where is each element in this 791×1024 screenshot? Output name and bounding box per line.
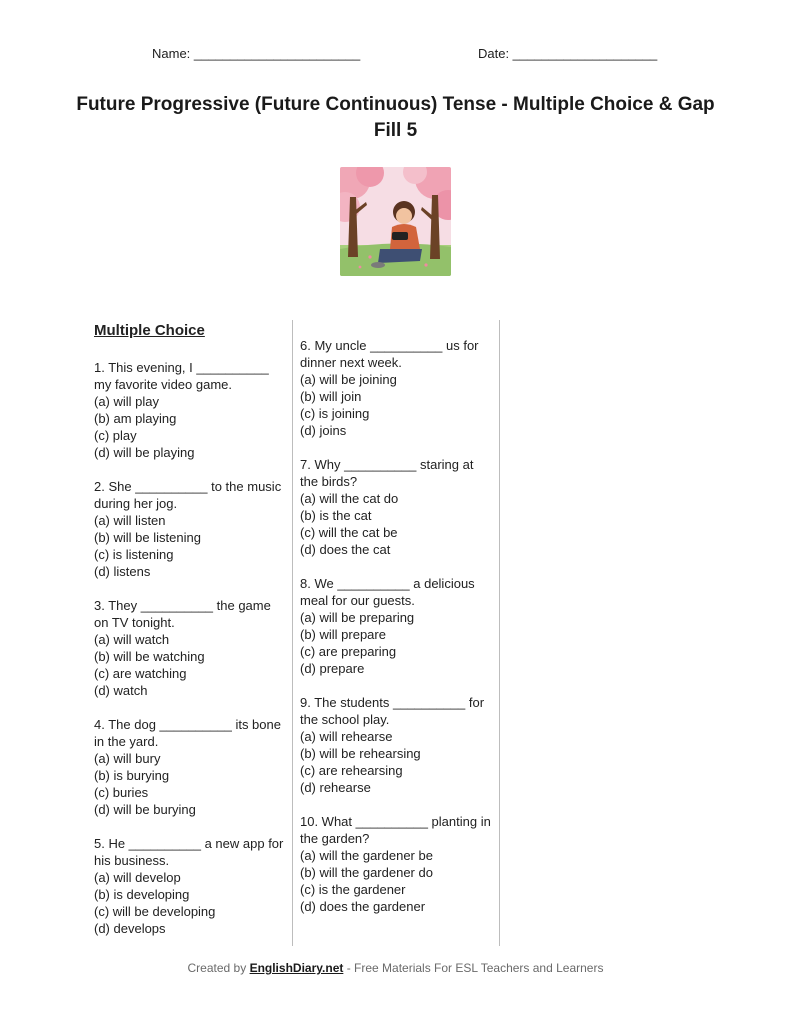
answer-option[interactable]: (d) prepare (300, 661, 365, 676)
question-prompt: 2. She __________ to the music during her jog. (94, 479, 282, 511)
question-item (300, 813, 495, 915)
question-prompt: 3. They __________ the game on TV tonight. (94, 598, 271, 630)
worksheet-title: Future Progressive (Future Continuous) Tense - Multiple Choice & Gap Fill 5 (76, 94, 715, 141)
column-divider (499, 320, 500, 946)
answer-option[interactable]: (c) are preparing (300, 644, 397, 659)
answer-option[interactable]: (b) will join (300, 389, 362, 404)
footer-prefix: Created by (187, 961, 250, 975)
question-item (94, 478, 284, 580)
answer-option[interactable]: (d) joins (300, 423, 347, 438)
answer-option[interactable]: (c) are watching (94, 666, 187, 681)
name-field[interactable]: Name: _______________________ (152, 46, 361, 61)
answer-option[interactable]: (c) will the cat be (300, 525, 398, 540)
question-prompt: 5. He __________ a new app for his business. (94, 836, 284, 868)
answer-option[interactable]: (d) develops (94, 921, 166, 936)
answer-option[interactable]: (b) will be rehearsing (300, 746, 421, 761)
question-item (300, 456, 495, 558)
question-item (94, 597, 284, 699)
answer-option[interactable]: (b) am playing (94, 411, 177, 426)
date-field[interactable]: Date: ____________________ (478, 46, 658, 61)
answer-option[interactable]: (c) is listening (94, 547, 174, 562)
answer-option[interactable]: (b) will the gardener do (300, 865, 433, 880)
answer-option[interactable]: (a) will develop (94, 870, 181, 885)
answer-option[interactable]: (c) is the gardener (300, 882, 406, 897)
answer-option[interactable]: (c) play (94, 428, 137, 443)
answer-option[interactable]: (c) are rehearsing (300, 763, 403, 778)
answer-option[interactable]: (a) will bury (94, 751, 161, 766)
answer-option[interactable]: (a) will the gardener be (300, 848, 433, 863)
footer-link[interactable]: EnglishDiary.net (249, 961, 344, 975)
questions-column-left (94, 322, 284, 954)
section-heading: Multiple Choice (94, 322, 205, 339)
question-prompt: 9. The students __________ for the school play. (300, 695, 485, 727)
question-item (94, 359, 284, 461)
footer-suffix: - Free Materials For ESL Teachers and Learners (343, 961, 604, 975)
answer-option[interactable]: (b) is the cat (300, 508, 372, 523)
answer-option[interactable]: (a) will be preparing (300, 610, 415, 625)
boy-playing-game-illustration (340, 167, 451, 276)
answer-option[interactable]: (c) buries (94, 785, 149, 800)
answer-option[interactable]: (a) will watch (94, 632, 170, 647)
answer-option[interactable]: (d) will be burying (94, 802, 196, 817)
answer-option[interactable]: (d) does the gardener (300, 899, 426, 914)
answer-option[interactable]: (d) does the cat (300, 542, 391, 557)
answer-option[interactable]: (a) will rehearse (300, 729, 393, 744)
question-item (300, 575, 495, 677)
answer-option[interactable]: (d) listens (94, 564, 151, 579)
footer (0, 961, 791, 975)
answer-option[interactable]: (a) will the cat do (300, 491, 399, 506)
answer-option[interactable]: (a) will be joining (300, 372, 397, 387)
answer-option[interactable]: (b) is burying (94, 768, 170, 783)
answer-option[interactable]: (b) will prepare (300, 627, 386, 642)
answer-option[interactable]: (b) will be watching (94, 649, 205, 664)
questions-column-right (300, 337, 495, 932)
question-prompt: 10. What __________ planting in the garden? (300, 814, 491, 846)
question-item (300, 337, 495, 439)
question-prompt: 4. The dog __________ its bone in the yard. (94, 717, 281, 749)
answer-option[interactable]: (c) will be developing (94, 904, 216, 919)
answer-option[interactable]: (a) will listen (94, 513, 166, 528)
answer-option[interactable]: (b) will be listening (94, 530, 201, 545)
answer-option[interactable]: (a) will play (94, 394, 160, 409)
question-prompt: 6. My uncle __________ us for dinner next week. (300, 338, 479, 370)
answer-option[interactable]: (b) is developing (94, 887, 190, 902)
header (0, 46, 791, 66)
question-prompt: 1. This evening, I __________ my favorite video game. (94, 360, 269, 392)
question-item (94, 716, 284, 818)
question-item (300, 694, 495, 796)
answer-option[interactable]: (d) rehearse (300, 780, 371, 795)
column-divider (292, 320, 293, 946)
question-prompt: 8. We __________ a delicious meal for our guests. (300, 576, 475, 608)
question-item (94, 835, 284, 937)
question-prompt: 7. Why __________ staring at the birds? (300, 457, 474, 489)
answer-option[interactable]: (d) will be playing (94, 445, 195, 460)
answer-option[interactable]: (d) watch (94, 683, 148, 698)
answer-option[interactable]: (c) is joining (300, 406, 370, 421)
